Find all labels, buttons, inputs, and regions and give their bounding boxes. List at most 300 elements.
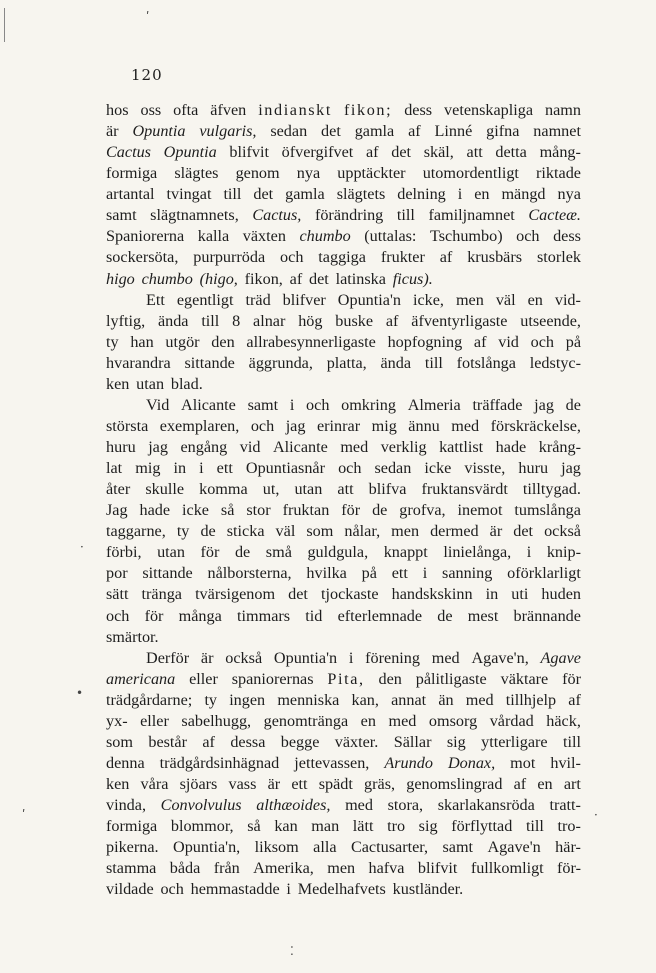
- word: indianskt: [258, 101, 332, 119]
- word: Ett: [146, 290, 165, 309]
- word: inemot: [457, 501, 503, 520]
- word: vetenskapliga: [444, 101, 534, 119]
- word: förskräckelse,: [490, 416, 581, 435]
- word: samt: [247, 395, 279, 414]
- word: icke: [182, 501, 209, 520]
- word: icke: [424, 459, 452, 478]
- word: in: [485, 585, 499, 604]
- word: jag: [561, 459, 581, 478]
- word: är: [106, 122, 119, 141]
- word: förbi,: [106, 543, 142, 562]
- word: och: [306, 395, 330, 414]
- word: gräs,: [364, 775, 396, 793]
- word: är: [200, 648, 214, 667]
- word: ända: [157, 311, 189, 330]
- word: Opuntia: [163, 143, 217, 162]
- word: huden: [541, 585, 581, 604]
- word: knappt: [383, 543, 428, 562]
- text-line: [106, 879, 581, 900]
- word: stor: [246, 501, 271, 520]
- word: är: [489, 522, 503, 541]
- word: in: [173, 459, 187, 478]
- text-line: [106, 648, 581, 669]
- word: detta: [495, 143, 527, 162]
- word: Spaniorerna: [106, 227, 185, 246]
- word: ända: [380, 353, 412, 372]
- word: gifna: [486, 122, 520, 141]
- word: gamla: [285, 185, 325, 204]
- word: häck,: [546, 711, 581, 730]
- word: ett: [291, 775, 308, 793]
- word: por: [106, 564, 128, 583]
- word: vid: [239, 438, 261, 456]
- word: utan: [157, 543, 185, 562]
- word: nålborsterna,: [207, 564, 292, 583]
- word: från: [213, 859, 240, 878]
- text-line: [106, 563, 581, 584]
- word: americana: [106, 669, 176, 688]
- word: alnar: [253, 311, 286, 330]
- word: omkring: [341, 395, 396, 414]
- word: huru: [518, 459, 549, 478]
- word: Donax,: [447, 753, 496, 772]
- word: blifvit: [417, 859, 458, 878]
- word: väktare: [500, 669, 549, 688]
- word: och: [160, 880, 184, 899]
- stray-mark: ʹ: [146, 10, 150, 24]
- word: det: [253, 185, 274, 204]
- word: Opuntia: [132, 122, 186, 141]
- word: hos: [106, 101, 129, 119]
- word: i: [457, 185, 463, 204]
- word: vulgaris,: [199, 122, 257, 141]
- word: chumbo: [299, 227, 351, 246]
- word: men: [327, 859, 356, 878]
- word: utan: [294, 480, 323, 499]
- word: man: [311, 817, 340, 836]
- word: verklig: [380, 438, 427, 456]
- word: Alicante: [272, 438, 328, 456]
- word: af: [439, 248, 453, 267]
- word: artantal: [106, 185, 155, 204]
- text-line: [106, 500, 581, 521]
- word: ett: [216, 459, 233, 478]
- word: platta,: [326, 353, 367, 372]
- word: efterlemnade: [337, 606, 423, 625]
- text-line: [106, 163, 581, 184]
- word: grofva,: [399, 501, 446, 520]
- word: sanning: [442, 564, 493, 583]
- word: med: [388, 711, 417, 730]
- word: Cactus: [106, 143, 151, 162]
- word: linielånga,: [443, 543, 512, 562]
- word: det: [513, 522, 534, 541]
- word: lat: [106, 459, 123, 478]
- text-line: [106, 732, 581, 753]
- word: nya: [557, 185, 581, 204]
- word: icke,: [412, 290, 444, 309]
- text-line: [106, 606, 581, 627]
- word: hade: [139, 501, 171, 520]
- word: spaniorernas: [231, 669, 314, 688]
- word: vildade: [106, 880, 154, 899]
- word: lyftig,: [106, 311, 146, 330]
- word: sedan: [270, 122, 308, 141]
- word: blifvit: [229, 143, 269, 162]
- word: till: [525, 817, 544, 836]
- word: lätt: [352, 817, 374, 836]
- word: de: [200, 522, 216, 541]
- word: de: [437, 606, 453, 625]
- word: pikerna.: [106, 838, 159, 857]
- word: äfventyrligaste: [411, 311, 508, 330]
- text-line: [106, 542, 581, 563]
- word: Amerika,: [253, 859, 314, 878]
- word: Opuntia'n,: [173, 838, 241, 857]
- word: men: [455, 290, 484, 309]
- text-line: [106, 627, 581, 648]
- word: består: [148, 732, 188, 751]
- text-line: [106, 226, 581, 247]
- word: hvil-: [550, 753, 581, 772]
- word: genomslingrad: [406, 775, 503, 793]
- word: det: [288, 585, 308, 604]
- word: sjöars: [179, 775, 218, 793]
- word: (higo,: [199, 269, 238, 288]
- word: fikon,: [244, 269, 283, 288]
- word: Medelhafvets: [297, 880, 386, 899]
- word: för: [562, 669, 581, 688]
- word: väl: [495, 290, 516, 309]
- text-line: [106, 584, 581, 605]
- word: af: [385, 311, 399, 330]
- text-line: [106, 774, 581, 795]
- word: kalla: [197, 227, 230, 246]
- word: denna: [106, 753, 145, 772]
- word: jettevassen,: [294, 753, 370, 772]
- word: dessa: [230, 732, 266, 751]
- word: Agave'n: [487, 838, 541, 857]
- word: till: [396, 206, 415, 225]
- word: med: [345, 796, 373, 815]
- word: Derför: [146, 648, 190, 667]
- word: ledstyc-: [529, 353, 581, 372]
- word: oss: [140, 101, 162, 119]
- text-line: [106, 795, 581, 816]
- word: Linné: [434, 122, 473, 141]
- word: åter: [106, 480, 131, 499]
- word: nålar,: [344, 522, 381, 541]
- word: som: [306, 522, 334, 541]
- stray-mark: ·: [594, 808, 598, 822]
- word: mot: [510, 753, 536, 772]
- word: för-: [557, 859, 581, 878]
- word: ty: [106, 332, 119, 351]
- word: sittande: [184, 353, 235, 372]
- word: af: [365, 143, 379, 162]
- word: jag: [148, 438, 168, 456]
- word: tro: [387, 817, 406, 836]
- word: samt: [106, 206, 137, 225]
- word: frukter: [380, 248, 425, 267]
- word: Agave: [540, 648, 581, 667]
- word: förening: [365, 648, 420, 667]
- word: i: [422, 564, 428, 583]
- page-number: 120: [131, 66, 163, 84]
- word: handskskinn: [391, 585, 473, 604]
- word: Convolvulus: [160, 796, 242, 815]
- word: sig: [446, 732, 466, 751]
- word: spädt: [318, 775, 353, 793]
- word: Pita,: [327, 669, 365, 688]
- word: förändring: [314, 206, 384, 225]
- word: krusbärs: [467, 248, 523, 267]
- word: vårdad: [489, 711, 534, 730]
- word: art: [563, 775, 581, 793]
- word: engång: [180, 438, 228, 456]
- word: sticka: [226, 522, 265, 541]
- word: riktade: [536, 164, 581, 183]
- word: en: [537, 775, 553, 793]
- word: största: [106, 416, 149, 435]
- word: i: [348, 648, 354, 667]
- word: omsorg: [428, 711, 478, 730]
- word: mest: [467, 606, 499, 625]
- text-line: [106, 100, 581, 121]
- word: tilltygad.: [522, 480, 581, 499]
- word: att: [337, 480, 354, 499]
- word: gamla: [354, 122, 395, 141]
- text-line: [106, 205, 581, 226]
- word: ty: [204, 690, 218, 709]
- text-line: [106, 311, 581, 332]
- word: yx-: [106, 711, 128, 730]
- word: en: [360, 711, 376, 730]
- word: fullkomligt: [470, 859, 544, 878]
- word: samt: [442, 838, 474, 857]
- word: också: [225, 648, 263, 667]
- word: de: [372, 501, 388, 520]
- word: den: [211, 332, 235, 351]
- word: egentligt: [176, 290, 234, 309]
- word: ken: [106, 775, 130, 793]
- word: higo: [106, 269, 135, 288]
- text-line: [106, 184, 581, 205]
- word: brännande: [513, 606, 581, 625]
- word: till: [562, 732, 581, 751]
- word: vid-: [554, 290, 581, 309]
- word: kattlist: [439, 438, 484, 456]
- word: (uttalas:: [364, 227, 417, 246]
- word: med: [340, 438, 369, 456]
- text-line: [106, 753, 581, 774]
- word: tid: [305, 606, 323, 625]
- word: förflyttad: [451, 817, 513, 836]
- word: kan: [274, 817, 298, 836]
- word: för: [200, 543, 220, 562]
- word: sittande: [142, 564, 193, 583]
- word: i: [289, 395, 295, 414]
- word: det: [321, 122, 341, 141]
- word: äfven: [210, 101, 247, 119]
- word: utgör: [165, 332, 200, 351]
- word: ut,: [262, 480, 280, 499]
- text-line: [106, 837, 581, 858]
- word: än: [438, 690, 454, 709]
- word: taggarne,: [106, 522, 166, 541]
- word: Agave'n,: [471, 648, 529, 667]
- word: mig: [135, 459, 161, 478]
- word: skulle: [145, 480, 185, 499]
- word: Tschumbo): [429, 227, 503, 246]
- word: eller: [189, 669, 218, 688]
- stray-mark: ⁚: [290, 944, 294, 958]
- word: sabelhugg,: [181, 711, 252, 730]
- word: slägtnamnets,: [150, 206, 239, 225]
- word: i: [526, 543, 532, 562]
- text-line: [106, 142, 581, 163]
- word: tro-: [557, 817, 581, 836]
- word: vinda,: [106, 796, 147, 815]
- word: timmars: [237, 606, 291, 625]
- word: sockersöta,: [106, 248, 179, 267]
- word: som: [106, 732, 133, 751]
- word: ty: [176, 522, 190, 541]
- word: ken: [106, 374, 130, 393]
- word: fruktan: [282, 501, 330, 520]
- word: på: [361, 564, 377, 583]
- text-line: [106, 711, 581, 732]
- word: 8: [232, 311, 241, 330]
- word: äggrunda,: [248, 353, 313, 372]
- word: chumbo: [141, 269, 193, 288]
- word: af: [408, 122, 421, 141]
- word: här-: [555, 838, 581, 857]
- word: ännu: [408, 416, 440, 435]
- word: oförklarligt: [507, 564, 581, 583]
- word: ytterligare: [481, 732, 548, 751]
- word: latinska: [335, 269, 386, 288]
- word: namn: [545, 101, 581, 119]
- word: dess: [404, 101, 433, 119]
- word: Cactus,: [252, 206, 302, 225]
- text-line: [106, 521, 581, 542]
- word: upptäckter: [337, 164, 406, 183]
- word: blifver: [282, 290, 326, 309]
- word: det: [391, 143, 412, 162]
- word: Alicante: [181, 395, 236, 414]
- word: ofta: [173, 101, 199, 119]
- body-text: [106, 100, 581, 900]
- word: stora,: [387, 796, 424, 815]
- word: Jag: [106, 501, 128, 520]
- word: althæoides,: [256, 796, 331, 815]
- word: smärtor.: [106, 627, 159, 646]
- word: växter.: [334, 732, 379, 751]
- word: purpurröda: [193, 248, 266, 267]
- word: till: [424, 353, 443, 372]
- word: så: [247, 817, 261, 836]
- word: tillhjelp: [505, 690, 557, 709]
- word: tränga: [141, 585, 182, 604]
- word: tvingat: [166, 185, 212, 204]
- word: tratt-: [549, 796, 581, 815]
- word: formiga: [106, 164, 158, 183]
- word: storlek: [536, 248, 581, 267]
- word: begge: [280, 732, 320, 751]
- word: blad.: [170, 374, 203, 393]
- word: mängd: [501, 185, 546, 204]
- text-line: [106, 458, 581, 479]
- word: blifva: [368, 480, 407, 499]
- text-line: [106, 332, 581, 353]
- word: och: [516, 227, 540, 246]
- word: i: [286, 880, 291, 899]
- text-line: [106, 437, 581, 458]
- word: alla: [313, 838, 337, 857]
- word: skäl,: [423, 143, 454, 162]
- word: ett: [391, 564, 408, 583]
- word: hög: [298, 311, 323, 330]
- word: af: [473, 332, 487, 351]
- text-line: [106, 353, 581, 374]
- word: jag: [534, 395, 554, 414]
- word: Almeria: [407, 395, 461, 414]
- word: de: [234, 543, 251, 562]
- text-line: [106, 858, 581, 879]
- word: slägtes: [174, 164, 219, 183]
- word: i: [199, 459, 204, 478]
- scan-edge-mark: [4, 8, 5, 42]
- word: hvilka: [306, 564, 347, 583]
- word: väl: [275, 522, 296, 541]
- word: träffade: [472, 395, 523, 414]
- word: det: [309, 269, 329, 288]
- word: och: [106, 606, 130, 625]
- word: annat: [391, 690, 427, 709]
- word: genomtränga: [263, 711, 349, 730]
- word: eller: [140, 711, 169, 730]
- word: sig: [418, 817, 438, 836]
- text-line: [106, 121, 581, 142]
- word: fotslånga: [456, 353, 516, 372]
- word: sätt: [106, 585, 129, 604]
- word: ficus).: [392, 269, 433, 288]
- word: för: [341, 501, 361, 520]
- text-line: [106, 269, 581, 290]
- word: våra: [140, 775, 169, 793]
- word: är: [267, 775, 281, 793]
- word: en: [474, 185, 490, 204]
- word: af: [202, 732, 215, 751]
- word: Cacteæ.: [528, 206, 581, 225]
- word: buske: [335, 311, 374, 330]
- word: Arundo: [384, 753, 433, 772]
- word: många: [178, 606, 222, 625]
- word: de: [565, 395, 581, 414]
- word: huru: [106, 438, 136, 456]
- word: nya: [296, 164, 321, 183]
- word: uti: [511, 585, 529, 604]
- word: hemmastadde: [190, 880, 280, 899]
- word: tvärsigenom: [195, 585, 276, 604]
- word: stamma: [106, 859, 157, 878]
- word: också: [544, 522, 581, 541]
- word: till: [201, 311, 220, 330]
- text-line: [106, 669, 581, 690]
- word: liksom: [254, 838, 299, 857]
- word: kan,: [351, 690, 379, 709]
